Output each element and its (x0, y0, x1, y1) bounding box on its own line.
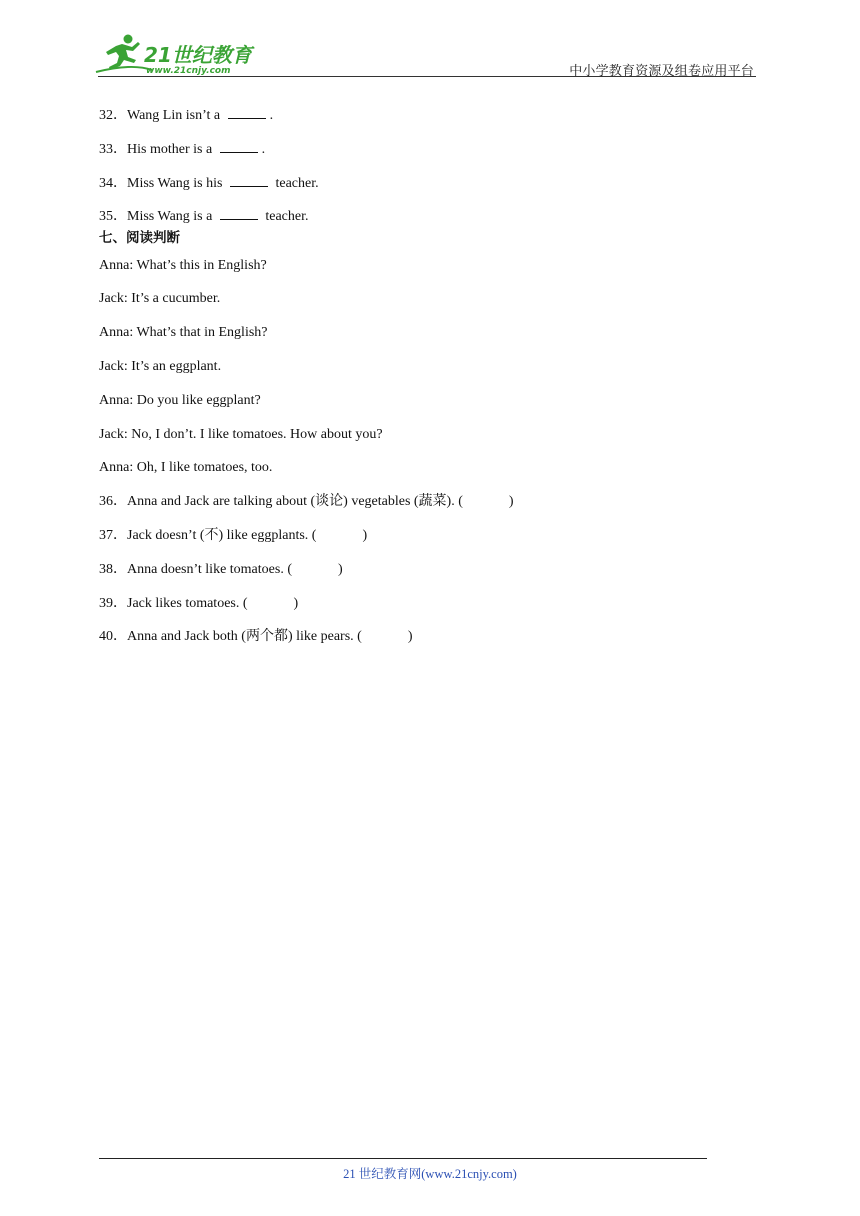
platform-name: 中小学教育资源及组卷应用平台 (569, 64, 754, 79)
logo-url: www.21cnjy.com (146, 66, 231, 76)
footer-divider (99, 1158, 707, 1159)
question-40: 40．Anna and Jack both (两个都) like pears. ( ) (99, 629, 413, 645)
question-37: 37．Jack doesn’t (不) like eggplants. ( ) (99, 528, 368, 544)
header-divider (98, 76, 756, 77)
question-32: 32．Wang Lin isn’t a . (99, 104, 759, 124)
answer-blank[interactable] (220, 138, 258, 153)
dialogue-line: Jack: It’s an eggplant. (99, 359, 222, 375)
question-35: 35．Miss Wang is a teacher. (99, 205, 759, 225)
answer-blank[interactable] (230, 172, 268, 187)
dialogue-line: Anna: What’s that in English? (99, 325, 268, 341)
logo-text: 21世纪教育 (144, 43, 252, 67)
question-38: 38．Anna doesn’t like tomatoes. ( ) (99, 561, 343, 577)
answer-blank[interactable] (220, 205, 258, 220)
dialogue-line: Jack: It’s a cucumber. (99, 291, 221, 307)
question-33: 33．His mother is a . (99, 138, 759, 158)
dialogue-line: Anna: Do you like eggplant? (99, 392, 261, 408)
dialogue-line: Jack: No, I don’t. I like tomatoes. How about you? (99, 426, 383, 442)
section-title: 七、阅读判断 (99, 230, 180, 247)
question-34: 34．Miss Wang is his teacher. (99, 172, 759, 192)
answer-blank[interactable] (228, 104, 266, 119)
question-36: 36．Anna and Jack are talking about (谈论) vegetables (蔬菜). ( ) (99, 494, 514, 510)
page-header (92, 30, 756, 78)
worksheet-content (99, 104, 759, 661)
question-39: 39．Jack likes tomatoes. ( ) (99, 595, 299, 611)
dialogue-line: Anna: What’s this in English? (99, 257, 267, 273)
dialogue-line: Anna: Oh, I like tomatoes, too. (99, 460, 273, 476)
logo (92, 30, 262, 78)
footer-link[interactable]: 21 世纪教育网(www.21cnjy.com) (343, 1167, 517, 1181)
